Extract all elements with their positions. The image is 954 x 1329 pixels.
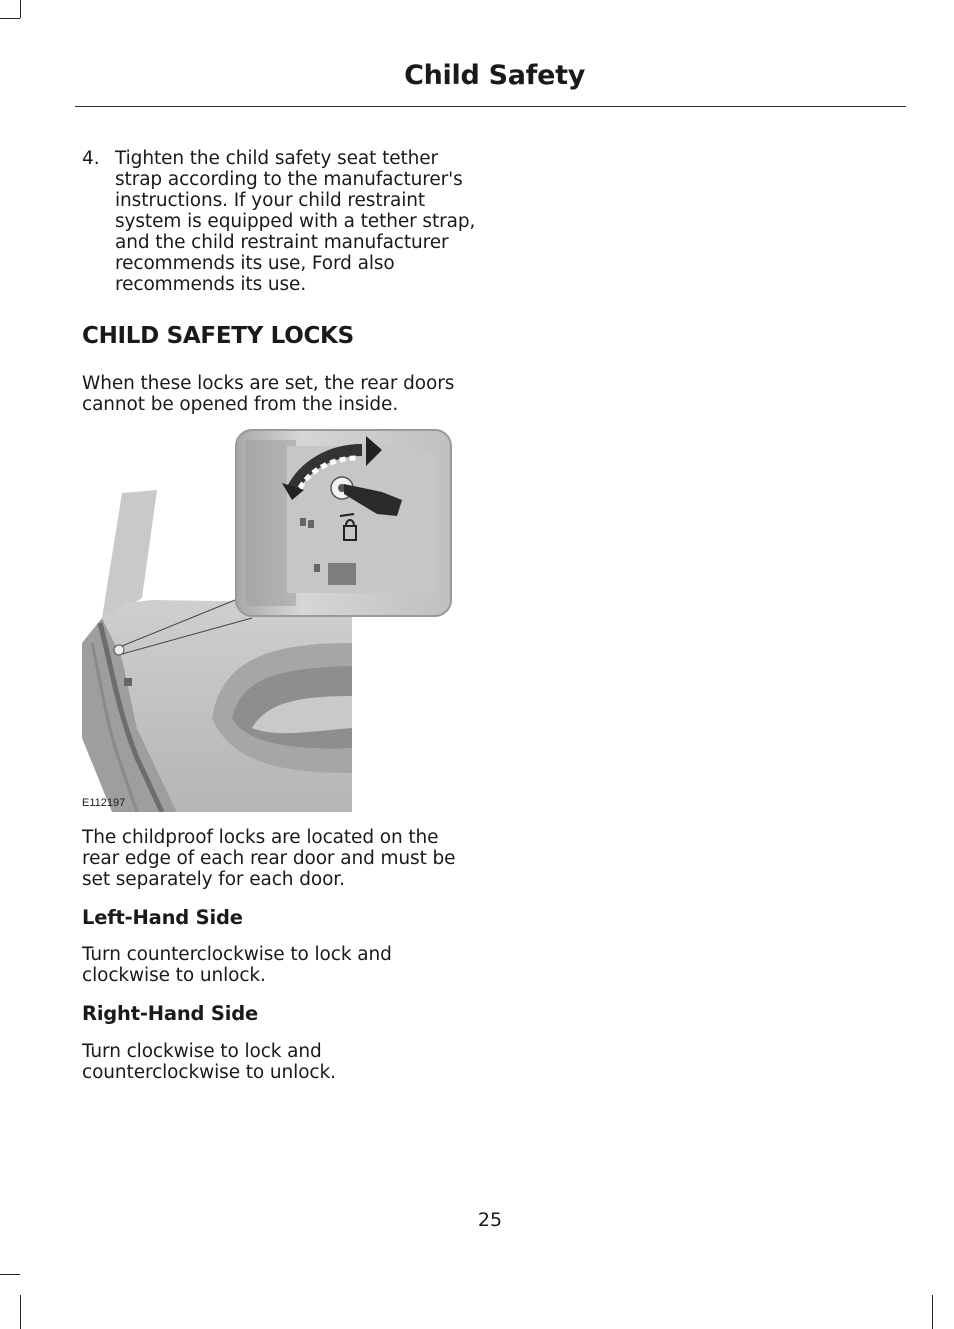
page-title: Child Safety (404, 60, 585, 91)
crop-mark (20, 0, 21, 18)
title-divider (75, 106, 906, 107)
list-number: 4. (82, 148, 100, 169)
door-lock-illustration (82, 428, 454, 812)
section-heading: CHILD SAFETY LOCKS (82, 323, 354, 349)
figure-code: E112197 (82, 797, 126, 809)
crop-mark (20, 1295, 21, 1329)
crop-mark (0, 1274, 20, 1275)
right-hand-text: Turn clockwise to lock and counterclockwise to unlock. (82, 1041, 336, 1083)
right-hand-heading: Right-Hand Side (82, 1002, 258, 1025)
page-number: 25 (477, 1209, 503, 1231)
intro-paragraph: When these locks are set, the rear doors cannot be opened from the inside. (82, 373, 455, 415)
left-hand-text: Turn counterclockwise to lock and clockwise to unlock. (82, 944, 392, 986)
left-hand-heading: Left-Hand Side (82, 906, 243, 929)
crop-mark (932, 1295, 933, 1329)
location-paragraph: The childproof locks are located on the rear edge of each rear door and must be set separately for each door. (82, 827, 456, 890)
crop-mark (0, 18, 20, 19)
list-text: Tighten the child safety seat tether strap according to the manufacturer's instructions. If your child restraint system is equipped with a tether strap, and the child restraint manufacturer recommends its use, Ford also recommends its use. (115, 148, 476, 295)
